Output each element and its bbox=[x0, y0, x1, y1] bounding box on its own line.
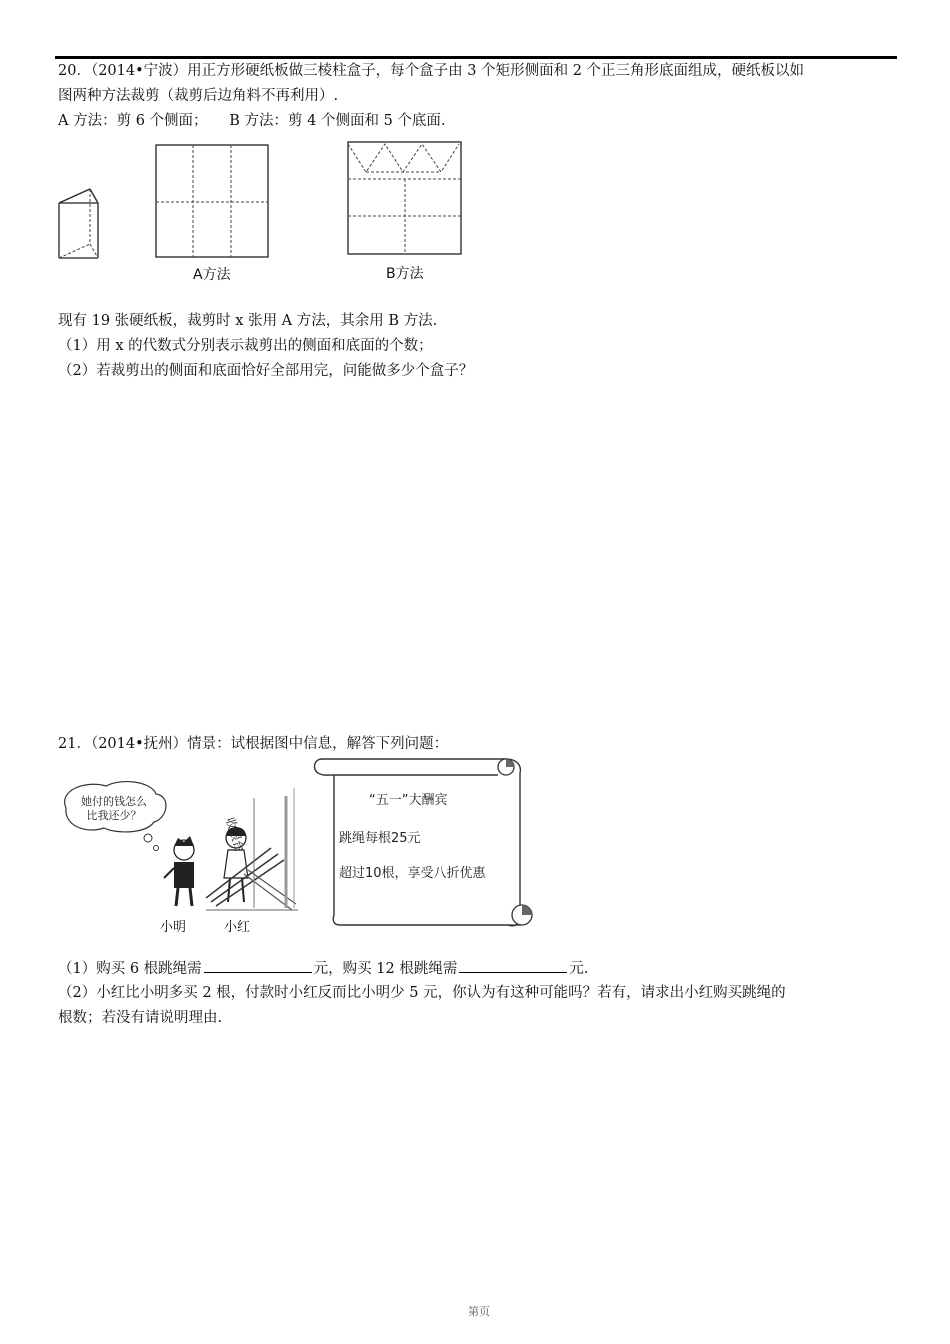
q20-part2: （2）若裁剪出的侧面和底面恰好全部用完，问能做多少个盒子？ bbox=[58, 363, 474, 379]
cashier-sign: 收银台 bbox=[222, 815, 248, 855]
bubble-line-2: 比我还少？ bbox=[86, 809, 142, 822]
q21-part1-b: 元，购买 12 根跳绳需 bbox=[313, 961, 458, 977]
answer-blank-2[interactable] bbox=[459, 958, 567, 973]
q21-part1-c: 元. bbox=[569, 961, 589, 977]
bubble-line-1: 她付的钱怎么 bbox=[81, 795, 147, 808]
q20-intro: 现有 19 张硬纸板，裁剪时 x 张用 A 方法，其余用 B 方法. bbox=[58, 313, 438, 329]
q21-title: 21．（2014•抚州）情景：试根据图中信息，解答下列问题： bbox=[58, 736, 449, 752]
answer-blank-1[interactable] bbox=[204, 958, 312, 973]
prism-figure bbox=[56, 186, 104, 262]
poster-title: “五一”大酬宾 bbox=[369, 793, 448, 808]
label-xiaoming: 小明 bbox=[160, 920, 187, 935]
page-footer: 第页 bbox=[468, 1305, 490, 1318]
poster-discount: 超过10根，享受八折优惠 bbox=[339, 866, 486, 881]
method-a-figure bbox=[155, 144, 270, 260]
method-b-figure bbox=[347, 141, 463, 257]
method-a-caption: A方法 bbox=[193, 267, 231, 283]
q20-line1: 20．（2014•宁波）用正方形硬纸板做三棱柱盒子，每个盒子由 3 个矩形侧面和 2 个正三角形底面组成，硬纸板以如 bbox=[58, 63, 805, 79]
q20-methods: A 方法：剪 6 个侧面； B 方法：剪 4 个侧面和 5 个底面. bbox=[58, 113, 446, 129]
q21-part1 bbox=[58, 958, 588, 978]
q21-part1-a: （1）购买 6 根跳绳需 bbox=[58, 961, 202, 977]
method-b-caption: B方法 bbox=[386, 266, 424, 282]
q20-line2: 图两种方法裁剪（裁剪后边角料不再利用）. bbox=[58, 88, 339, 104]
top-rule bbox=[55, 56, 897, 59]
q21-part2-line2: 根数；若没有请说明理由. bbox=[58, 1010, 223, 1026]
q20-part1: （1）用 x 的代数式分别表示裁剪出的侧面和底面的个数； bbox=[58, 338, 433, 354]
q21-part2-line1: （2）小红比小明多买 2 根，付款时小红反而比小明少 5 元，你认为有这种可能吗？若有，请求出小红购买跳绳的 bbox=[58, 985, 786, 1001]
thought-bubble bbox=[74, 795, 154, 823]
label-xiaohong: 小红 bbox=[224, 920, 251, 935]
poster-price: 跳绳每根25元 bbox=[339, 831, 421, 846]
